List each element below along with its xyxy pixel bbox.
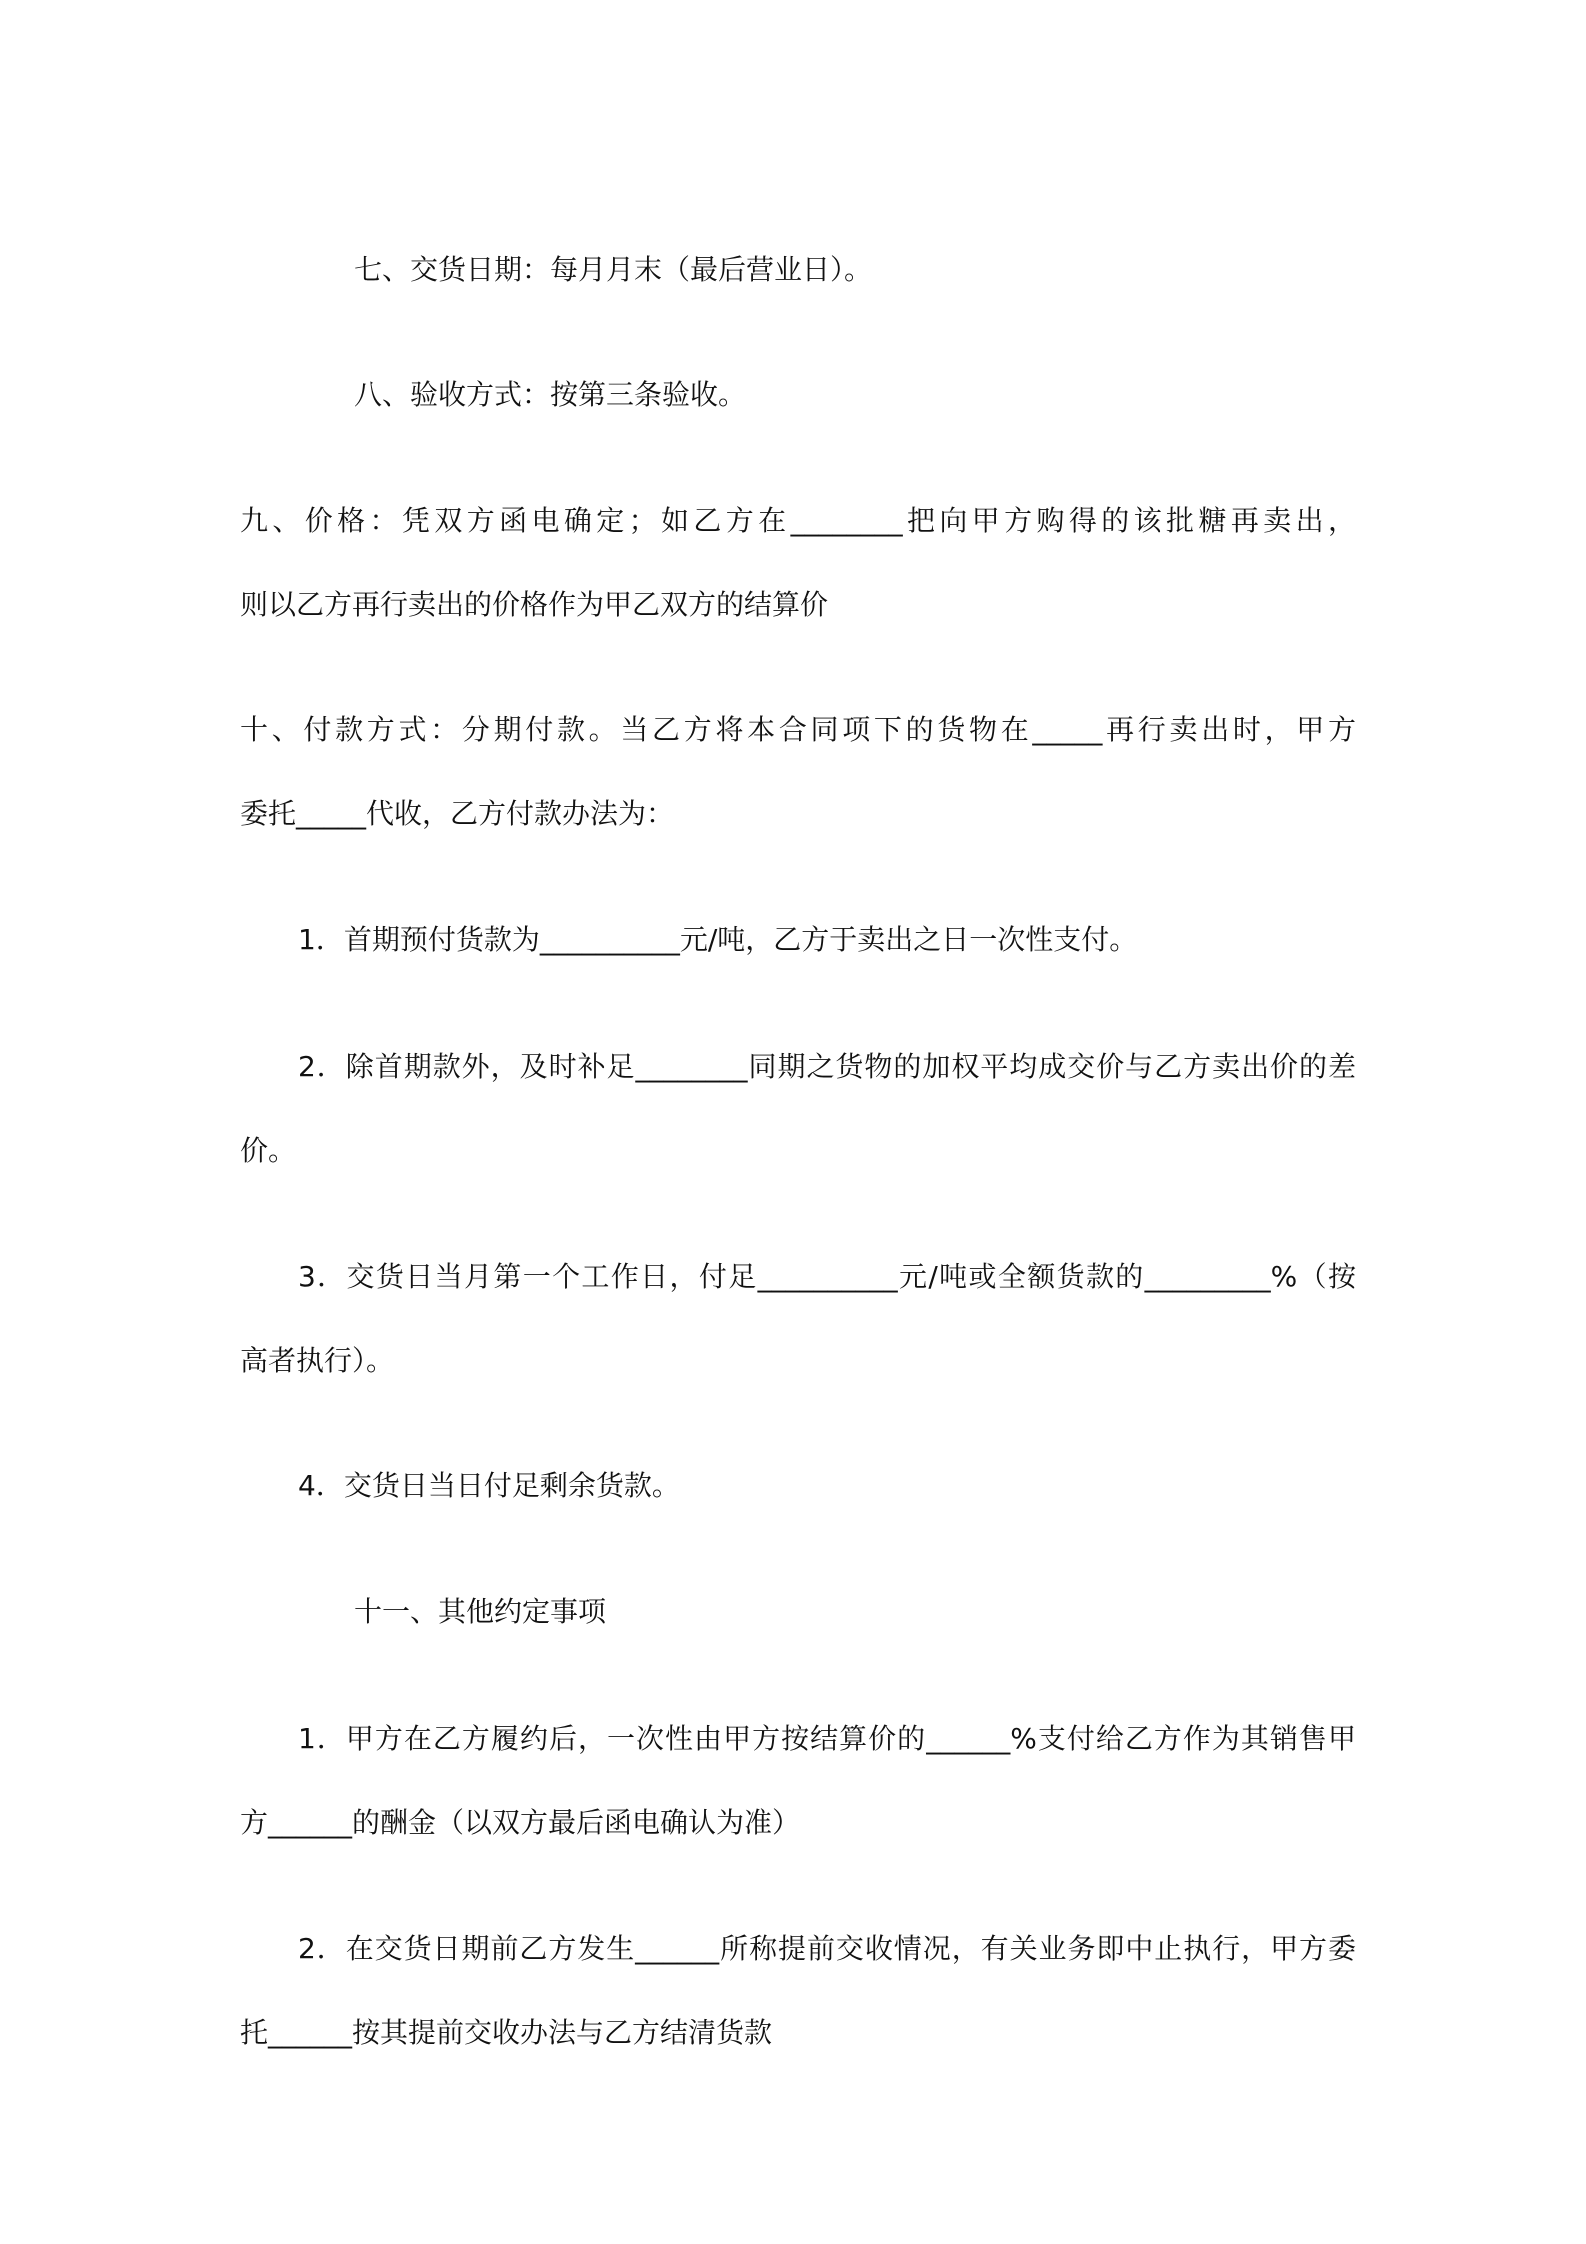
paragraph-delivery-date: 七、交货日期：每月月末（最后营业日）。 bbox=[354, 253, 873, 286]
list-item-other-1-line-2: 方______的酬金（以双方最后函电确认为准） bbox=[240, 1806, 801, 1839]
list-item-other-1-line-1: 1．甲方在乙方履约后，一次性由甲方按结算价的______%支付给乙方作为其销售甲 bbox=[298, 1722, 1356, 1755]
paragraph-inspection-method: 八、验收方式：按第三条验收。 bbox=[354, 378, 747, 411]
list-item-other-2-line-1: 2．在交货日期前乙方发生______所称提前交收情况，有关业务即中止执行，甲方委 bbox=[298, 1932, 1356, 1965]
paragraph-payment-method-line-1: 十、付款方式：分期付款。当乙方将本合同项下的货物在_____再行卖出时，甲方 bbox=[240, 713, 1356, 746]
paragraph-payment-method-line-2: 委托_____代收，乙方付款办法为： bbox=[240, 797, 675, 830]
list-item-payment-3-line-1: 3．交货日当月第一个工作日，付足__________元/吨或全额货款的_________%（按 bbox=[298, 1260, 1356, 1293]
list-item-other-2-line-2: 托______按其提前交收办法与乙方结清货款 bbox=[240, 2016, 773, 2049]
list-item-payment-1: 1．首期预付货款为__________元/吨，乙方于卖出之日一次性支付。 bbox=[298, 923, 1138, 956]
list-item-payment-2-line-1: 2．除首期款外，及时补足________同期之货物的加权平均成交价与乙方卖出价的差 bbox=[298, 1050, 1356, 1083]
list-item-payment-3-line-2: 高者执行）。 bbox=[240, 1344, 395, 1377]
list-item-payment-4: 4．交货日当日付足剩余货款。 bbox=[298, 1469, 680, 1502]
section-heading-other-terms: 十一、其他约定事项 bbox=[354, 1595, 607, 1628]
paragraph-price-line-2: 则以乙方再行卖出的价格作为甲乙双方的结算价 bbox=[240, 588, 829, 621]
list-item-payment-2-line-2: 价。 bbox=[240, 1134, 297, 1167]
paragraph-price-line-1: 九、价格：凭双方函电确定；如乙方在________把向甲方购得的该批糖再卖出， bbox=[240, 504, 1356, 537]
